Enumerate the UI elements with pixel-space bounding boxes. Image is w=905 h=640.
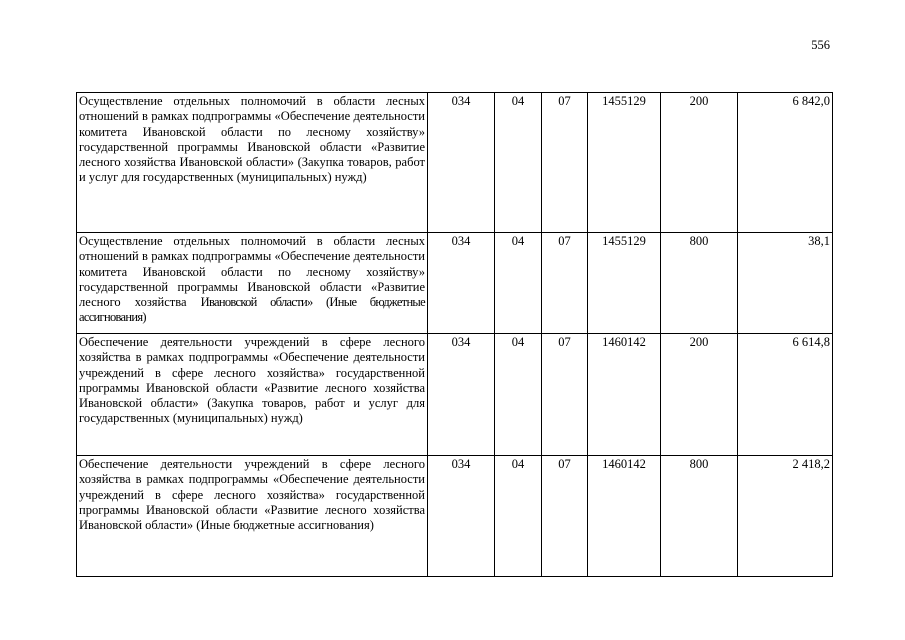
row-description-main: Осуществление отдельных полномочий в области лесных отношений в рамках подпрограммы «Обеспечение деятельности комитета Ивановской области по лесному хозяйству» государственной программы Ивановской области «Развитие лесного хозяйства [79, 234, 425, 310]
row-amount: 38,1 [738, 233, 833, 334]
row-grbs-code: 034 [428, 93, 495, 233]
row-description: Обеспечение деятельности учреждений в сфере лесного хозяйства в рамках подпрограммы «Обеспечение деятельности учреждений в сфере лесного хозяйства» государственной программы Ивановской области «Развитие лесного хозяйства Ивановской области» (Закупка товаров, работ и услуг для государственных (муниципальных) нужд) [77, 334, 428, 456]
row-amount: 6 614,8 [738, 334, 833, 456]
row-expense-type: 200 [661, 93, 738, 233]
row-expense-type: 800 [661, 456, 738, 577]
table-row [77, 233, 833, 334]
row-section-code: 04 [495, 456, 542, 577]
row-target-article: 1455129 [588, 93, 661, 233]
budget-table [76, 92, 833, 577]
row-description: Обеспечение деятельности учреждений в сфере лесного хозяйства в рамках подпрограммы «Обеспечение деятельности учреждений в сфере лесного хозяйства» государственной программы Ивановской области «Развитие лесного хозяйства Ивановской области» (Иные бюджетные ассигнования) [77, 456, 428, 577]
row-target-article: 1460142 [588, 334, 661, 456]
row-description: Осуществление отдельных полномочий в области лесных отношений в рамках подпрограммы «Обеспечение деятельности комитета Ивановской области по лесному хозяйству» государственной программы Ивановской области «Развитие лесного хозяйства Ивановской области» (Закупка товаров, работ и услуг для государственных (муниципальных) нужд) [77, 93, 428, 233]
row-subsection-code: 07 [542, 334, 588, 456]
row-subsection-code: 07 [542, 456, 588, 577]
row-description [77, 233, 428, 334]
row-amount: 6 842,0 [738, 93, 833, 233]
row-section-code: 04 [495, 233, 542, 334]
row-section-code: 04 [495, 334, 542, 456]
row-grbs-code: 034 [428, 334, 495, 456]
table-row [77, 456, 833, 577]
row-amount: 2 418,2 [738, 456, 833, 577]
page-number: 556 [811, 38, 830, 52]
row-description-tail: Ивановской области» (Иные бюджетные ассигнования) [79, 295, 425, 325]
row-expense-type: 800 [661, 233, 738, 334]
row-subsection-code: 07 [542, 233, 588, 334]
row-expense-type: 200 [661, 334, 738, 456]
row-section-code: 04 [495, 93, 542, 233]
row-grbs-code: 034 [428, 233, 495, 334]
row-grbs-code: 034 [428, 456, 495, 577]
row-target-article: 1455129 [588, 233, 661, 334]
table-row [77, 334, 833, 456]
table-row [77, 93, 833, 233]
row-target-article: 1460142 [588, 456, 661, 577]
row-subsection-code: 07 [542, 93, 588, 233]
